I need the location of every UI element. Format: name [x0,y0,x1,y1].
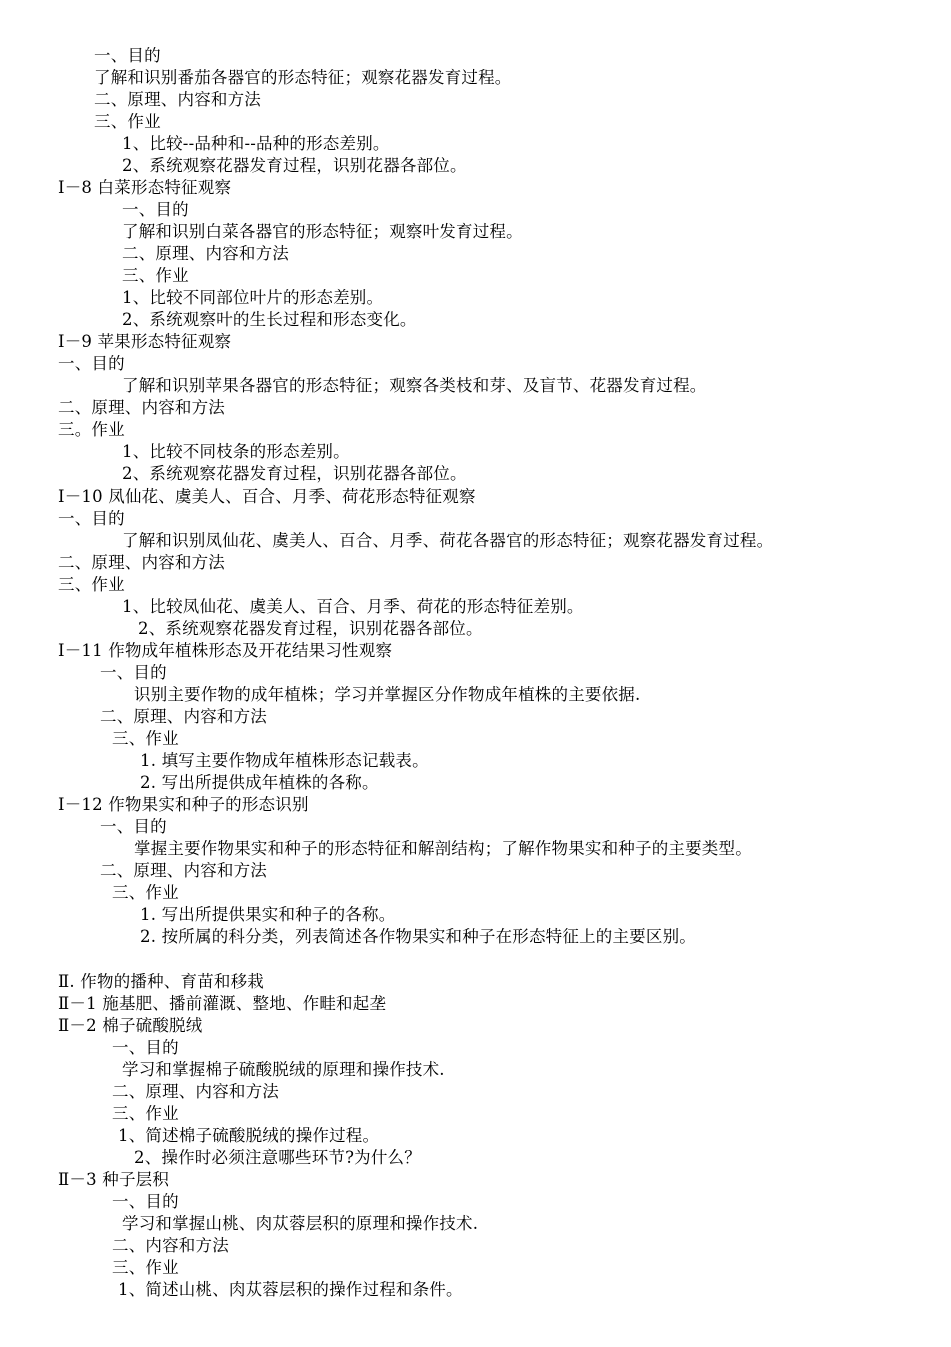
section-heading: 二、原理、内容和方法 [58,553,225,572]
section-heading: 一、目的 [112,1038,179,1057]
list-item: 2、系统观察花器发育过程，识别花器各部位。 [122,464,467,483]
paragraph: 识别主要作物的成年植株；学习并掌握区分作物成年植株的主要依据. [134,685,641,704]
list-item: 1. 写出所提供果实和种子的各称。 [140,905,396,924]
part-heading: Ⅱ. 作物的播种、育苗和移栽 [58,972,265,991]
paragraph: 学习和掌握山桃、肉苁蓉层积的原理和操作技术. [122,1214,479,1233]
section-heading: 二、原理、内容和方法 [122,244,289,263]
paragraph: 了解和识别凤仙花、虞美人、百合、月季、荷花各器官的形态特征；观察花器发育过程。 [122,531,774,550]
section-heading: 二、原理、内容和方法 [112,1082,279,1101]
list-item: 1、比较--品种和--品种的形态差别。 [122,134,390,153]
section-heading: 二、原理、内容和方法 [100,861,267,880]
list-item: 2、系统观察花器发育过程，识别花器各部位。 [122,156,467,175]
list-item: 1. 填写主要作物成年植株形态记载表。 [140,751,429,770]
chapter-heading: Ⅰ－10 凤仙花、虞美人、百合、月季、荷花形态特征观察 [58,487,476,506]
list-item: 2、操作时必须注意哪些环节?为什么？ [134,1148,421,1167]
section-heading: 三、作业 [122,266,189,285]
list-item: 1、简述棉子硫酸脱绒的操作过程。 [118,1126,380,1145]
section-heading: 一、目的 [100,817,167,836]
section-heading: 三、作业 [94,112,161,131]
chapter-heading: Ⅱ－2 棉子硫酸脱绒 [58,1016,203,1035]
list-item: 2、系统观察花器发育过程，识别花器各部位。 [138,619,483,638]
list-item: 1、比较不同部位叶片的形态差别。 [122,288,384,307]
list-item: 1、比较凤仙花、虞美人、百合、月季、荷花的形态特征差别。 [122,597,584,616]
section-heading: 一、目的 [58,354,125,373]
section-heading: 三、作业 [112,1104,179,1123]
paragraph: 了解和识别苹果各器官的形态特征；观察各类枝和芽、及盲节、花器发育过程。 [122,376,707,395]
section-heading: 二、原理、内容和方法 [94,90,261,109]
section-heading: 三。作业 [58,420,125,439]
list-item: 1、简述山桃、肉苁蓉层积的操作过程和条件。 [118,1280,463,1299]
section-heading: 三、作业 [112,729,179,748]
chapter-heading: Ⅰ－9 苹果形态特征观察 [58,332,232,351]
section-heading: 二、原理、内容和方法 [58,398,225,417]
chapter-heading: Ⅱ－1 施基肥、播前灌溉、整地、作畦和起垄 [58,994,387,1013]
paragraph: 了解和识别白菜各器官的形态特征；观察叶发育过程。 [122,222,523,241]
section-heading: 二、内容和方法 [112,1236,229,1255]
section-heading: 一、目的 [58,509,125,528]
chapter-heading: Ⅰ－8 白菜形态特征观察 [58,178,232,197]
section-heading: 三、作业 [112,883,179,902]
list-item: 1、比较不同枝条的形态差别。 [122,442,350,461]
section-heading: 一、目的 [122,200,189,219]
paragraph: 学习和掌握棉子硫酸脱绒的原理和操作技术. [122,1060,445,1079]
paragraph: 掌握主要作物果实和种子的形态特征和解剖结构；了解作物果实和种子的主要类型。 [134,839,752,858]
chapter-heading: Ⅱ－3 种子层积 [58,1170,170,1189]
list-item: 2. 按所属的科分类，列表简述各作物果实和种子在形态特征上的主要区别。 [140,927,696,946]
section-heading: 一、目的 [100,663,167,682]
chapter-heading: Ⅰ－11 作物成年植株形态及开花结果习性观察 [58,641,393,660]
list-item: 2. 写出所提供成年植株的各称。 [140,773,379,792]
section-heading: 二、原理、内容和方法 [100,707,267,726]
list-item: 2、系统观察叶的生长过程和形态变化。 [122,310,417,329]
section-heading: 三、作业 [58,575,125,594]
paragraph: 了解和识别番茄各器官的形态特征；观察花器发育过程。 [94,68,512,87]
section-heading: 一、目的 [112,1192,179,1211]
section-heading: 一、目的 [94,46,161,65]
section-heading: 三、作业 [112,1258,179,1277]
chapter-heading: Ⅰ－12 作物果实和种子的形态识别 [58,795,309,814]
